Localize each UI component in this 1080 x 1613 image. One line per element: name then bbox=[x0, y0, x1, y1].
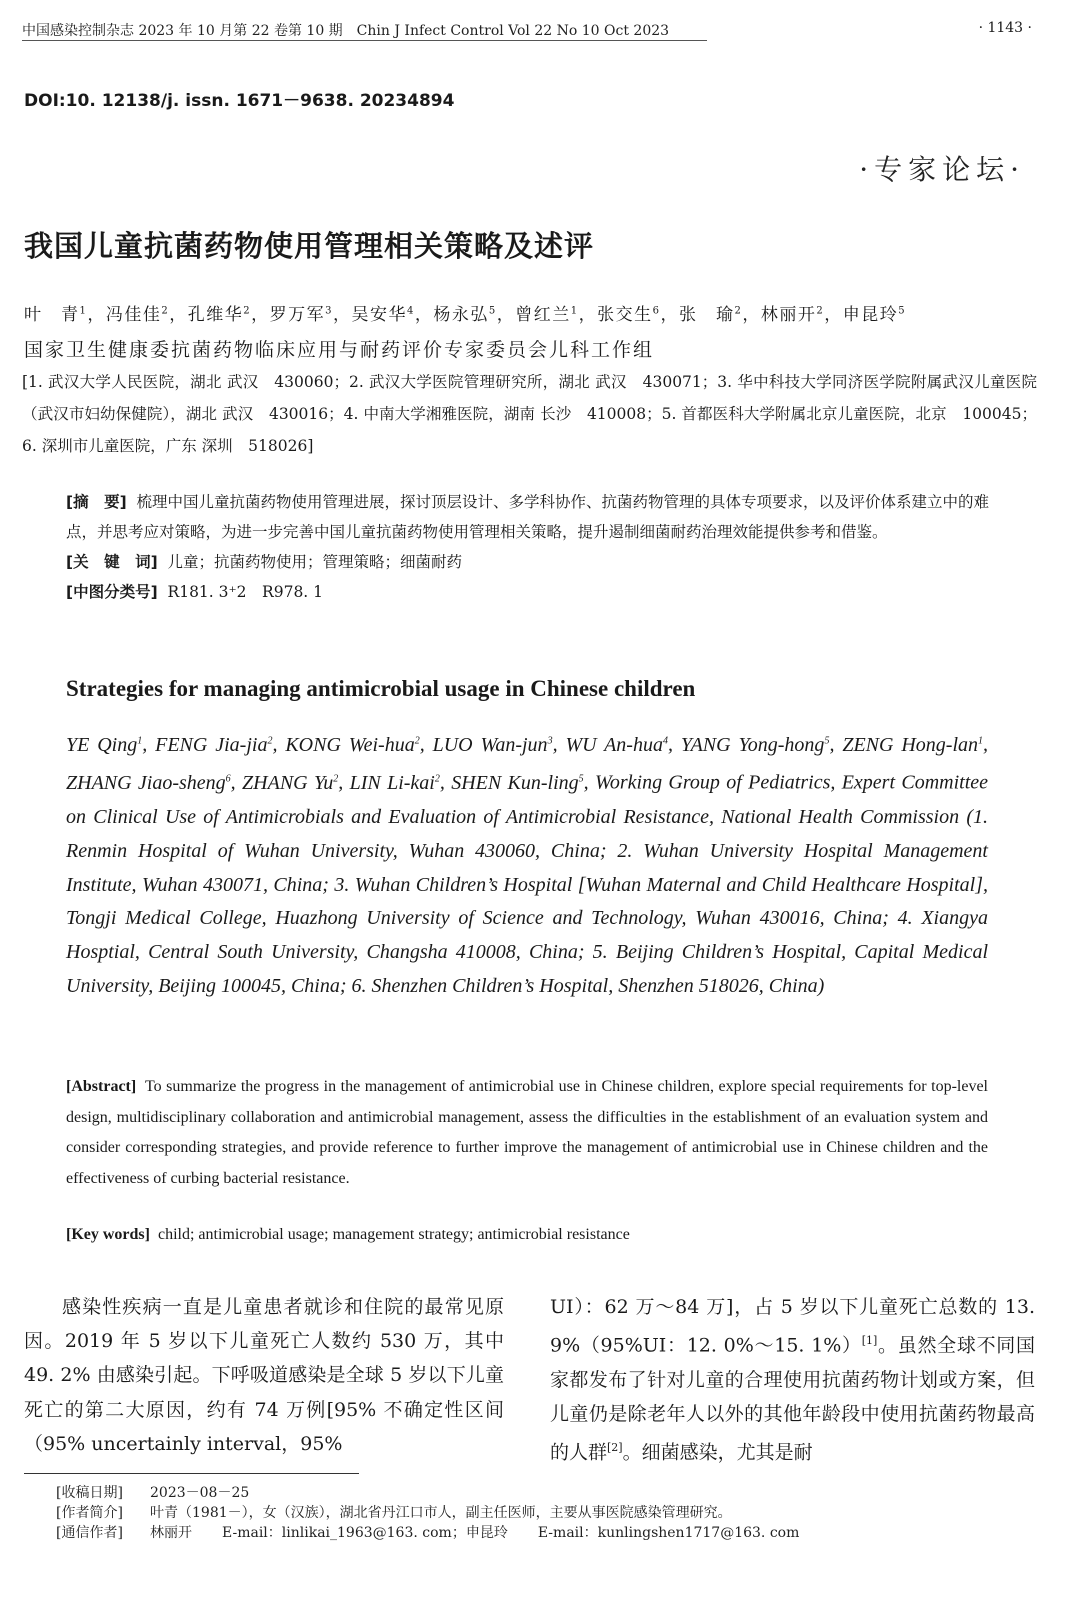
doi: DOI:10. 12138/j. issn. 1671－9638. 20234894 bbox=[24, 91, 455, 111]
author-cn-affil-number: 3 bbox=[325, 305, 333, 317]
author-cn: 冯佳佳$^2$ bbox=[105, 305, 170, 325]
received-date: 2023－08－25 bbox=[150, 1485, 250, 1501]
body-column-right bbox=[550, 1290, 1035, 1470]
author-cn: 申昆玲$^5$ bbox=[842, 305, 907, 325]
working-group-cn: 国家卫生健康委抗菌药物临床应用与耐药评价专家委员会儿科工作组 bbox=[24, 339, 655, 361]
author-cn-affil-number: 5 bbox=[898, 305, 907, 317]
authors-cn: 叶 青$^1$，冯佳佳$^2$，孔维华$^2$，罗万军$^3$，吴安华$^4$，杨永弘$^5$，曾红兰$^1$，张交生$^6$，张 瑜$^2$，林丽开$^2$，申昆玲$^5$ bbox=[24, 305, 907, 325]
author-en-affil-number: 2 bbox=[434, 773, 440, 785]
column-tag: ·专家论坛· bbox=[859, 153, 1025, 186]
footnote-bio bbox=[56, 1503, 799, 1523]
corr-name-1: 林丽开 bbox=[150, 1525, 192, 1541]
received-label: [收稿日期] bbox=[56, 1485, 123, 1501]
author-cn-affil-number: 2 bbox=[161, 305, 170, 317]
author-en: ZHANG Yu$^2$ bbox=[242, 772, 339, 795]
author-cn-affil-number: 2 bbox=[816, 305, 825, 317]
abstract-cn bbox=[66, 487, 996, 547]
author-cn-affil-number: 1 bbox=[79, 305, 88, 317]
footnote-rule bbox=[24, 1473, 359, 1474]
citation-2[interactable]: [2] bbox=[607, 1441, 623, 1455]
author-cn-affil-number: 6 bbox=[652, 305, 661, 317]
footnotes bbox=[56, 1483, 799, 1543]
corr-name-2: 申昆玲 bbox=[465, 1525, 508, 1541]
abstract-cn-text: 梳理中国儿童抗菌药物使用管理进展，探讨顶层设计、多学科协作、抗菌药物管理的具体专项要求，以及评价体系建立中的难点，并思考应对策略，为进一步完善中国儿童抗菌药物使用管理相关策略，提升遏制细菌耐药治理效能提供参考和借鉴。 bbox=[66, 493, 990, 541]
author-en: KONG Wei-hua$^2$ bbox=[285, 733, 420, 756]
citation-1[interactable]: [1] bbox=[861, 1334, 878, 1348]
author-cn: 张交生$^6$ bbox=[597, 305, 661, 325]
author-en-affil-number: 1 bbox=[137, 735, 143, 746]
body-right-part-b: 。虽然全球不同国家都发布了针对儿童的合理使用抗菌药物计划或方案，但儿童仍是除老年人以外的其他年龄段中使用抗菌药物最高的人群 bbox=[550, 1334, 1035, 1464]
author-en: YE Qing$^1$ bbox=[66, 733, 143, 756]
author-en-affil-number: 5 bbox=[578, 773, 584, 785]
author-en: SHEN Kun-ling$^5$ bbox=[451, 772, 584, 795]
keywords-cn-text: 儿童；抗菌药物使用；管理策略；细菌耐药 bbox=[167, 553, 463, 571]
author-en-affil-number: 6 bbox=[225, 773, 231, 785]
author-cn: 张 瑜$^2$ bbox=[679, 305, 743, 325]
keywords-en-label: [Key words] bbox=[66, 1226, 150, 1243]
author-en-affil-number: 2 bbox=[414, 735, 420, 746]
author-en-affil-number: 3 bbox=[547, 735, 553, 746]
author-en: YANG Yong-hong$^5$ bbox=[680, 733, 830, 756]
page-number: · 1143 · bbox=[978, 20, 1032, 36]
abstract-cn-block bbox=[66, 487, 996, 607]
author-cn: 叶 青$^1$ bbox=[24, 305, 88, 325]
author-en: FENG Jia-jia$^2$ bbox=[155, 733, 273, 756]
body-right-part-a: UI）：62 万～84 万]，占 5 岁以下儿童死亡总数的 13. 9%（95%UI：12. 0%～15. 1%） bbox=[550, 1296, 1035, 1357]
classification-label: [中图分类号] bbox=[66, 583, 158, 601]
authors-en bbox=[66, 724, 988, 1004]
author-cn-affil-number: 5 bbox=[488, 305, 497, 317]
author-en: ZHANG Jiao-sheng$^6$ bbox=[66, 772, 231, 795]
abstract-en bbox=[66, 1072, 988, 1194]
affiliations-en: Working Group of Pediatrics, Expert Committee on Clinical Use of Antimicrobials and Evaluation of Antimicrobial Resistance, National Health Commission (1. Renmin Hospital of Wuhan University, Wuhan 430060, China; 2. Wuhan University Hospital Management Institute, Wuhan 430071, China; 3. Wuhan Children’s Hospital [Wuhan Maternal and Child Healthcare Hospital], Tongji Medical College, Huazhong University of Science and Technology, Wuhan 430016, China; 4. Xiangya Hosptial, Central South University, Changsha 410008, China; 5. Beijing Children’s Hospital, Capital Medical University, Beijing 100045, China; 6. Shenzhen Children’s Hospital, Shenzhen 518026, China) bbox=[66, 772, 989, 997]
keywords-en-text: child; antimicrobial usage; management strategy; antimicrobial resistance bbox=[157, 1226, 630, 1243]
author-cn: 孔维华$^2$ bbox=[187, 305, 252, 325]
body-right-part-c: 。细菌感染，尤其是耐 bbox=[622, 1441, 813, 1464]
author-cn-affil-number: 2 bbox=[734, 305, 743, 317]
abstract-en-text: To summarize the progress in the management of antimicrobial use in Chinese children, explore special requirements for top-level design, multidisciplinary collaboration and antimicrobial management, assess the difficulties in the establishment of an evaluation system and consider corresponding strategies, and provide reference to further improve the management of antimicrobial use in Chinese children and the effectiveness of curbing bacterial resistance. bbox=[66, 1078, 988, 1187]
author-en: LIN Li-kai$^2$ bbox=[349, 772, 440, 795]
author-cn-affil-number: 2 bbox=[243, 305, 252, 317]
bio-label: [作者简介] bbox=[56, 1505, 123, 1521]
author-cn: 罗万军$^3$ bbox=[269, 305, 333, 325]
title-en: Strategies for managing antimicrobial usage in Chinese children bbox=[66, 676, 696, 701]
abstract-en-label: [Abstract] bbox=[66, 1078, 137, 1095]
author-en: ZENG Hong-lan$^1$ bbox=[842, 733, 984, 756]
bio-text: 叶青（1981－），女（汉族），湖北省丹江口市人，副主任医师，主要从事医院感染管理研究。 bbox=[150, 1505, 732, 1521]
keywords-cn bbox=[66, 547, 996, 577]
author-en-affil-number: 5 bbox=[824, 735, 830, 746]
footnote-received bbox=[56, 1483, 799, 1503]
author-cn-affil-number: 4 bbox=[407, 305, 415, 317]
classification-cn bbox=[66, 577, 996, 607]
title-cn: 我国儿童抗菌药物使用管理相关策略及述评 bbox=[24, 229, 595, 263]
corr-email-2[interactable]: E-mail：kunlingshen1717@163. com bbox=[537, 1525, 800, 1541]
author-cn: 吴安华$^4$ bbox=[351, 305, 415, 325]
author-en-affil-number: 2 bbox=[333, 773, 339, 785]
author-en-affil-number: 1 bbox=[978, 735, 984, 746]
author-en: LUO Wan-jun$^3$ bbox=[432, 733, 553, 756]
authors-en-list: YE Qing$^1$, FENG Jia-jia$^2$, KONG Wei-hua$^2$, LUO Wan-jun$^3$, WU An-hua$^4$, YANG Yong-hong$^5$, ZENG Hong-lan$^1$, ZHANG Jiao-sheng$^6$, ZHANG Yu$^2$, LIN Li-kai$^2$, SHEN Kun-ling$^5$, bbox=[66, 733, 989, 795]
corr-label: [通信作者] bbox=[56, 1525, 123, 1541]
keywords-en bbox=[66, 1226, 630, 1244]
footnote-correspondence bbox=[56, 1523, 799, 1543]
affiliations-cn: [1. 武汉大学人民医院，湖北 武汉 430060；2. 武汉大学医院管理研究所，湖北 武汉 430071；3. 华中科技大学同济医学院附属武汉儿童医院（武汉市妇幼保健院），湖北 武汉 430016；4. 中南大学湘雅医院，湖南 长沙 410008；5. 首都医科大学附属北京儿童医院，北京 100045；6. 深圳市儿童医院，广东 深圳 518026] bbox=[22, 373, 1037, 455]
keywords-cn-label: [关 键 词] bbox=[66, 553, 158, 571]
author-en-affil-number: 2 bbox=[267, 735, 273, 746]
author-en: WU An-hua$^4$ bbox=[565, 733, 668, 756]
classification-text: R181. 3⁺2 R978. 1 bbox=[167, 583, 324, 601]
author-cn: 杨永弘$^5$ bbox=[433, 305, 497, 325]
corr-email-1[interactable]: E-mail：linlikai_1963@163. com； bbox=[222, 1525, 466, 1541]
journal-header: 中国感染控制杂志 2023 年 10 月第 22 卷第 10 期 Chin J Infect Control Vol 22 No 10 Oct 2023 bbox=[22, 23, 670, 39]
author-en-affil-number: 4 bbox=[662, 735, 668, 746]
author-cn: 林丽开$^2$ bbox=[760, 305, 825, 325]
header-rule bbox=[22, 40, 707, 41]
abstract-cn-label: [摘 要] bbox=[66, 493, 127, 511]
author-cn-affil-number: 1 bbox=[570, 305, 579, 317]
body-column-left: 感染性疾病一直是儿童患者就诊和住院的最常见原因。2019 年 5 岁以下儿童死亡人数约 530 万，其中 49. 2% 由感染引起。下呼吸道感染是全球 5 岁以下儿童死亡的第二大原因，约有 74 万例[95% 不确定性区间（95% uncertainly interval，95% bbox=[24, 1296, 504, 1455]
author-cn: 曾红兰$^1$ bbox=[515, 305, 579, 325]
